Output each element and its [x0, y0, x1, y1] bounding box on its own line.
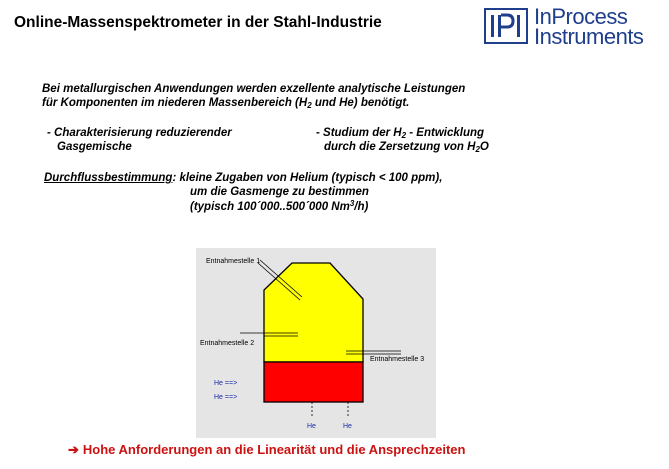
flow-line-1: [44, 171, 442, 185]
flow-label: Durchflussbestimmung: [44, 172, 173, 184]
bullet-right-line-1-end: - Entwicklung: [406, 127, 485, 139]
sample-point-2-label: Entnahmestelle 2: [200, 340, 255, 347]
ipi-logo-mark: [484, 8, 528, 44]
converter-diagram: [196, 248, 436, 438]
sample-point-3-label: Entnahmestelle 3: [370, 356, 425, 363]
flow-line-2: um die Gasmenge zu bestimmen: [190, 186, 369, 198]
footer-statement: [68, 442, 465, 458]
footer-text: Hohe Anforderungen an die Linearität und die Ansprechzeiten: [82, 442, 466, 457]
flow-line-3-text: (typisch 100´000..500´000 Nm: [190, 201, 350, 213]
bullet-left-line-2: Gasgemische: [57, 141, 132, 153]
converter-melt-zone: [264, 362, 363, 402]
ipi-letters-icon: [486, 10, 526, 42]
bullet-right-line-2: [324, 140, 489, 154]
he-bottom-label-1: He: [307, 423, 316, 430]
intro-line-2-text: für Komponenten im niederen Massenbereich (H: [42, 97, 308, 109]
company-logo: [484, 6, 656, 48]
he-bottom-label-2: He: [343, 423, 352, 430]
he-inlet-label-2: He ==>: [214, 394, 238, 401]
bullet-right-line-2-end: O: [479, 141, 489, 153]
bullet-right-line-2-text: durch die Zersetzung von H: [324, 141, 476, 153]
bullet-right-line-1-text: - Studium der H: [316, 127, 402, 139]
flow-line-1-text: : kleine Zugaben von Helium (typisch < 100 ppm),: [172, 172, 443, 184]
bullet-right-subscript-2: 2: [475, 145, 480, 154]
logo-text-instruments: Instruments: [534, 24, 644, 49]
sample-point-1-label: Entnahmestelle 1: [206, 258, 261, 265]
flow-line-3: [190, 200, 368, 214]
intro-subscript: 2: [307, 101, 312, 110]
page-title: Online-Massenspektrometer in der Stahl-Industrie: [14, 14, 382, 31]
bullet-right-subscript-1: 2: [401, 131, 407, 140]
he-inlet-label-1: He ==>: [214, 380, 238, 387]
intro-line-2-end: und He) benötigt.: [311, 97, 410, 109]
flow-line-3-end: /h): [354, 201, 369, 213]
converter-gas-zone: [264, 263, 363, 362]
bullet-right-line-1: [316, 126, 484, 140]
arrow-right-icon: ➔: [68, 442, 79, 457]
flow-superscript: 3: [349, 199, 355, 208]
intro-line-2: [42, 96, 409, 110]
bullet-left-line-1: - Charakterisierung reduzierender: [47, 127, 232, 139]
logo-text-inprocess: InProcess: [534, 4, 628, 29]
intro-line-1: Bei metallurgischen Anwendungen werden exzellente analytische Leistungen: [42, 83, 466, 95]
